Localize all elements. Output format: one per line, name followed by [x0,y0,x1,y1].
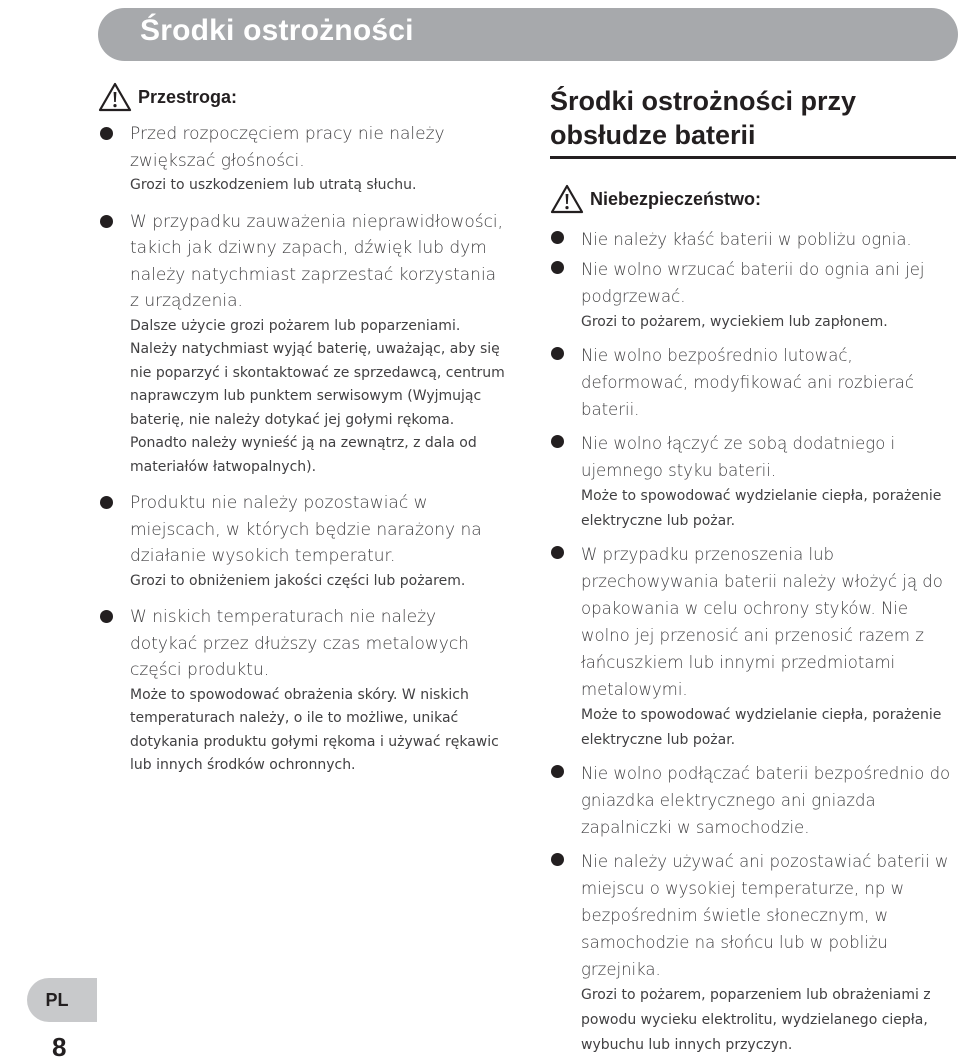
bullet [100,215,113,228]
section-title: Środki ostrożności przy obsłudze baterii [550,86,857,150]
item-text: W przypadku przenoszenia lub przechowywania baterii należy włożyć ją do opakowania w celu ochrony styków. Nie wolno jej przenosić ani przenosić razem z łańcuszkiem lub innymi przedmiotami metalowymi. [581,545,943,699]
page-number: 8 [52,1032,67,1062]
section-divider [550,156,956,159]
list-item [549,226,957,253]
caution-heading [98,82,237,112]
item-note: Może to spowodować obrażenia skóry. W niskich temperaturach należy, o ile to możliwe, unikać dotykania produktu gołymi rękoma i używać rękawic lub innych środków ochronnych. [130,686,499,773]
bullet [100,610,113,623]
page-title: Środki ostrożności [140,14,414,47]
item-note: Może to spowodować wydzielanie ciepła, porażenie elektryczne lub pożar. [581,488,942,529]
bullet [551,546,564,559]
bullet [551,261,564,274]
bullet [551,347,564,360]
item-note: Może to spowodować wydzielanie ciepła, porażenie elektryczne lub pożar. [581,707,942,748]
list-item [98,121,508,198]
bullet [100,127,113,140]
item-text: Nie należy używać ani pozostawiać baterii w miejscu o wysokiej temperaturze, np w bezpośrednim świetle słonecznym, w samochodzie na słońcu lub w pobliżu grzejnika. [581,852,949,979]
item-note: Grozi to pożarem, poparzeniem lub obrażeniami z powodu wycieku elektrolitu, wydzielanego ciepła, wybuchu lub innych przyczyn. [581,987,931,1053]
caution-label: Przestroga: [138,86,238,107]
warning-triangle-icon [550,184,584,214]
list-item [98,209,508,480]
list-item [98,490,508,593]
bullet [551,765,564,778]
item-text: Nie wolno bezpośrednio lutować, deformować, modyfikować ani rozbierać baterii. [581,346,914,419]
list-item [98,604,508,778]
language-badge: PL [27,978,97,1022]
bullet [551,231,564,244]
list-item [549,256,957,335]
list-item [549,541,957,753]
warning-triangle-icon [98,82,132,112]
bullet [551,435,564,448]
item-text: Nie wolno wrzucać baterii do ognia ani jej podgrzewać. [581,260,925,306]
item-note: Grozi to pożarem, wyciekiem lub zapłonem. [581,314,888,330]
item-note: Grozi to obniżeniem jakości części lub pożarem. [130,572,466,589]
list-item [549,848,957,1058]
item-text: Nie należy kłaść baterii w pobliżu ognia. [581,230,912,249]
bullet [100,496,113,509]
item-text: Nie wolno łączyć ze sobą dodatniego i ujemnego styku baterii. [581,434,896,480]
item-text: Przed rozpoczęciem pracy nie należy zwiększać głośności. [130,124,445,171]
list-item [549,342,957,423]
danger-list [549,226,957,1058]
danger-heading [550,184,761,214]
item-text: Produktu nie należy pozostawiać w miejscach, w których będzie narażony na działanie wysokich temperatur. [130,493,482,566]
item-text: W przypadku zauważenia nieprawidłowości, takich jak dziwny zapach, dźwięk lub dym należy natychmiast zaprzestać korzystania z urządzenia. [130,211,504,311]
item-text: Nie wolno podłączać baterii bezpośrednio do gniazdka elektrycznego ani gniazda zapalniczki w samochodzie. [581,764,951,837]
danger-label: Niebezpieczeństwo: [590,188,762,209]
list-item [549,760,957,841]
bullet [551,853,564,866]
item-note: Dalsze użycie grozi pożarem lub poparzeniami. Należy natychmiast wyjąć baterię, uważając, aby się nie poparzyć i skontaktować ze sprzedawcą, centrum naprawczym lub punktem serwisowym (Wyjmując baterię, nie należy dotykać jej gołymi rękoma. Ponadto należy wynieść ją na zewnątrz, z dala od materiałów łatwopalnych). [130,317,505,475]
list-item [549,430,957,534]
item-text: W niskich temperaturach nie należy dotykać przez dłuższy czas metalowych części produktu. [130,607,469,680]
item-note: Grozi to uszkodzeniem lub utratą słuchu. [130,177,417,193]
caution-list [98,121,508,778]
